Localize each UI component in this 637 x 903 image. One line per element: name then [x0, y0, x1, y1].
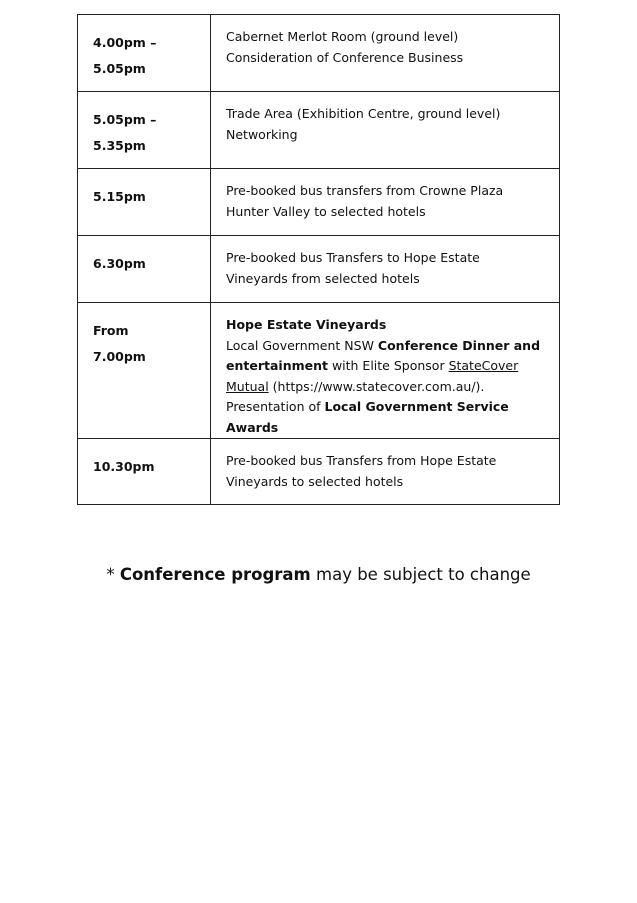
- description-cell: [211, 439, 560, 505]
- organiser-text: Local Government NSW: [226, 337, 378, 353]
- description-line: Pre-booked bus Transfers from Hope Estate: [226, 453, 497, 468]
- description-cell: [211, 15, 560, 92]
- time-text: 5.15pm: [93, 189, 146, 204]
- time-text: 7.00pm: [93, 349, 146, 364]
- description-line: Cabernet Merlot Room (ground level): [226, 29, 459, 44]
- table-row: [78, 303, 560, 439]
- table-row: [78, 236, 560, 303]
- table-row: [78, 15, 560, 92]
- note-prefix: *: [106, 565, 120, 584]
- time-text: 5.05pm –: [93, 112, 157, 127]
- venue-heading: Hope Estate Vineyards: [226, 317, 387, 332]
- time-text: 5.35pm: [93, 138, 146, 153]
- table-row: [78, 92, 560, 169]
- dinner-text: Conference Dinner and: [377, 337, 541, 353]
- note-bold-text: Conference program: [119, 565, 311, 584]
- description-line: Consideration of Conference Business: [226, 49, 464, 65]
- description-line: Trade Area (Exhibition Centre, ground level): [226, 106, 501, 121]
- time-cell: [78, 15, 211, 92]
- time-cell: [78, 169, 211, 236]
- sponsor-url-text: (https://www.statecover.com.au/).: [268, 378, 485, 394]
- description-cell: [211, 236, 560, 303]
- time-cell: [78, 236, 211, 303]
- sponsor-link[interactable]: Mutual: [226, 378, 269, 394]
- note-suffix: may be subject to change: [310, 565, 531, 584]
- time-text: 4.00pm –: [93, 35, 157, 50]
- presentation-text: Presentation of: [226, 399, 325, 414]
- description-line: Vineyards to selected hotels: [226, 473, 404, 489]
- program-change-note: [0, 563, 637, 587]
- time-cell: [78, 439, 211, 505]
- description-line: Networking: [226, 126, 298, 142]
- time-text: 5.05pm: [93, 61, 146, 76]
- sponsor-link[interactable]: StateCover: [448, 358, 519, 373]
- sponsor-intro-text: with Elite Sponsor: [327, 358, 449, 373]
- description-line: Pre-booked bus transfers from Crowne Plaza: [226, 183, 504, 198]
- description-cell: [211, 169, 560, 236]
- time-cell: [78, 303, 211, 439]
- time-cell: [78, 92, 211, 169]
- description-cell: [211, 92, 560, 169]
- description-cell: [211, 303, 560, 439]
- description-line: Vineyards from selected hotels: [226, 270, 420, 286]
- time-text: 6.30pm: [93, 256, 146, 271]
- description-line: Hunter Valley to selected hotels: [226, 203, 426, 219]
- description-line: Pre-booked bus Transfers to Hope Estate: [226, 250, 480, 265]
- awards-text: Local Government Service Awards: [226, 399, 509, 435]
- table-row: [78, 169, 560, 236]
- program-table: [77, 14, 560, 505]
- table-row: [78, 439, 560, 505]
- entertainment-text: entertainment: [226, 358, 328, 373]
- time-text: 10.30pm: [93, 459, 155, 474]
- time-text: From: [93, 323, 129, 338]
